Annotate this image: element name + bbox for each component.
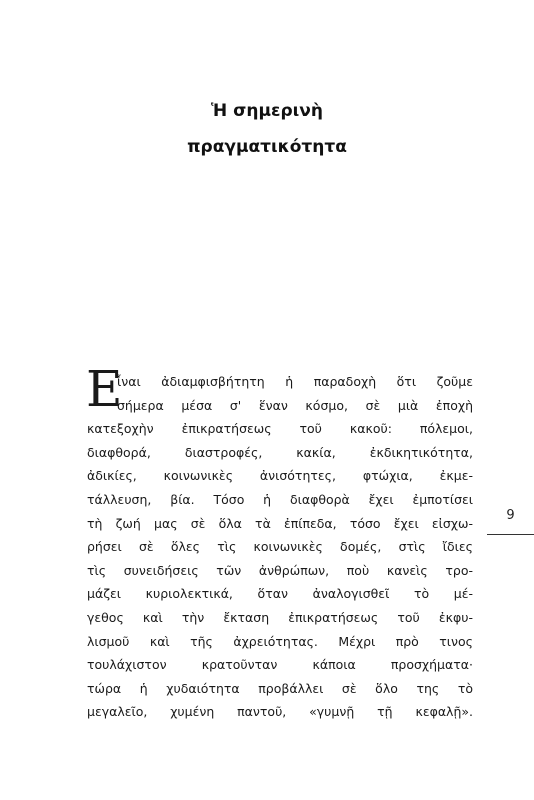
body-line: διαφθορά, διαστροφές, κακία, ἐκδικητικότητα, [87,444,473,460]
body-line: τὴ ζωή μας σὲ ὅλα τὰ ἐπίπεδα, τόσο ἔχει εἰσχω- [87,515,473,531]
chapter-title [0,93,534,165]
drop-cap: Ε [86,360,123,418]
body-line: τὶς συνειδήσεις τῶν ἀνθρώπων, ποὺ κανεὶς τρο- [87,562,473,578]
body-line: μάζει κυριολεκτικά, ὅταν ἀναλογισθεῖ τὸ μέ- [87,586,473,602]
body-line: γεθος καὶ τὴν ἔκταση ἐπικρατήσεως τοῦ ἐκφυ- [87,609,473,625]
body-line: σήμερα μέσα σ' ἕναν κόσμο, σὲ μιὰ ἐποχὴ [117,397,473,413]
body-line: ρήσει σὲ ὅλες τὶς κοινωνικὲς δομές, στὶς ἴδιες [87,539,473,555]
page-number: 9 [506,508,515,523]
body-line: λισμοῦ καὶ τῆς ἀχρειότητας. Μέχρι πρὸ τινος [87,633,473,649]
chapter-title-line-1: Ἡ σημερινὴ [211,101,323,121]
chapter-title-line-2: πραγματικότητα [187,137,347,157]
body-line: τουλάχιστον κρατοῦνταν κάποια προσχήματα· [87,657,473,673]
body-paragraph [87,370,473,724]
body-line: ἀδικίες, κοινωνικὲς ἀνισότητες, φτώχια, ἐκμε- [87,468,473,484]
body-line: κατεξοχὴν ἐπικρατήσεως τοῦ κακοῦ: πόλεμοι, [87,421,473,437]
body-line: μεγαλεῖο, χυμένη παντοῦ, «γυμνῇ τῇ κεφαλῇ». [87,704,473,720]
body-line: τώρα ἡ χυδαιότητα προβάλλει σὲ ὅλο της τὸ [87,680,473,696]
body-line: τάλλευση, βία. Τόσο ἡ διαφθορὰ ἔχει ἐμποτίσει [87,491,473,507]
body-line: ἶναι ἀδιαμφισβήτητη ἡ παραδοχὴ ὅτι ζοῦμε [117,374,473,389]
page-number-rule [487,534,534,535]
